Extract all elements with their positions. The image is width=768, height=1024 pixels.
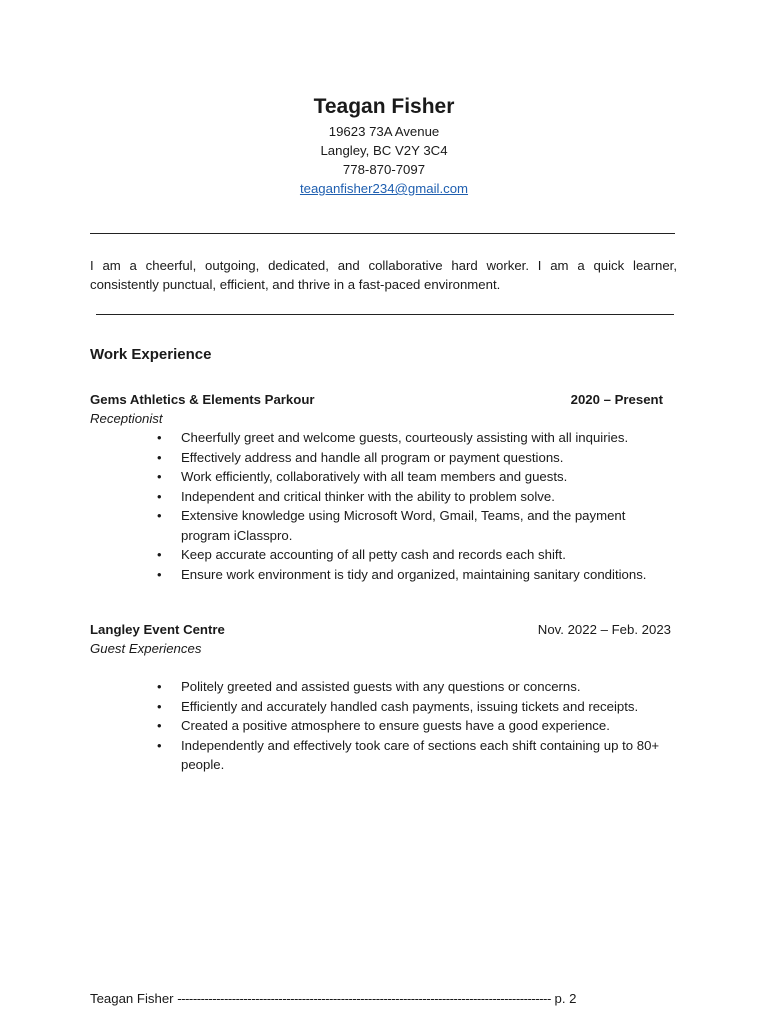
- list-item: • Ensure work environment is tidy and organized, maintaining sanitary conditions.: [157, 565, 677, 585]
- address-line-1: 19623 73A Avenue: [328, 124, 440, 139]
- job-dates: Nov. 2022 – Feb. 2023: [537, 622, 671, 637]
- job-bullets: [157, 677, 677, 775]
- divider-top: [90, 233, 675, 234]
- phone-number: 778-870-7097: [342, 162, 426, 177]
- list-item: • Independently and effectively took care of sections each shift containing up to 80+ people.: [157, 736, 677, 775]
- list-item: • Extensive knowledge using Microsoft Word, Gmail, Teams, and the payment program iClasspro.: [157, 506, 677, 545]
- list-item: • Created a positive atmosphere to ensure guests have a good experience.: [157, 716, 677, 736]
- job-company: Gems Athletics & Elements Parkour: [90, 392, 315, 407]
- list-item: • Politely greeted and assisted guests with any questions or concerns.: [157, 677, 677, 697]
- list-item: • Efficiently and accurately handled cash payments, issuing tickets and receipts.: [157, 697, 677, 717]
- candidate-name: Teagan Fisher: [313, 95, 455, 118]
- job-dates: 2020 – Present: [570, 392, 663, 407]
- footer-dashes: ------------------------------------------------------------------------------------------------: [177, 991, 551, 1006]
- address-line-2: Langley, BC V2Y 3C4: [320, 143, 448, 158]
- job-bullets: [157, 428, 677, 584]
- list-item: • Effectively address and handle all program or payment questions.: [157, 448, 677, 468]
- list-item: • Cheerfully greet and welcome guests, courteously assisting with all inquiries.: [157, 428, 677, 448]
- list-item: • Independent and critical thinker with the ability to problem solve.: [157, 487, 677, 507]
- summary-paragraph: I am a cheerful, outgoing, dedicated, and collaborative hard worker. I am a quick learner, consistently punctual, efficient, and thrive in a fast-paced environment.: [90, 258, 677, 292]
- page-footer: [90, 990, 577, 1008]
- section-title-work-experience: Work Experience: [90, 346, 212, 363]
- divider-bottom: [96, 314, 674, 315]
- job-company: Langley Event Centre: [90, 622, 225, 637]
- footer-name: Teagan Fisher: [90, 991, 174, 1006]
- job-role: Receptionist: [90, 411, 163, 426]
- list-item: • Keep accurate accounting of all petty cash and records each shift.: [157, 545, 677, 565]
- email-link[interactable]: teaganfisher234@gmail.com: [299, 181, 469, 196]
- footer-page-number: p. 2: [554, 991, 577, 1006]
- job-role: Guest Experiences: [90, 641, 202, 656]
- list-item: • Work efficiently, collaboratively with all team members and guests.: [157, 467, 677, 487]
